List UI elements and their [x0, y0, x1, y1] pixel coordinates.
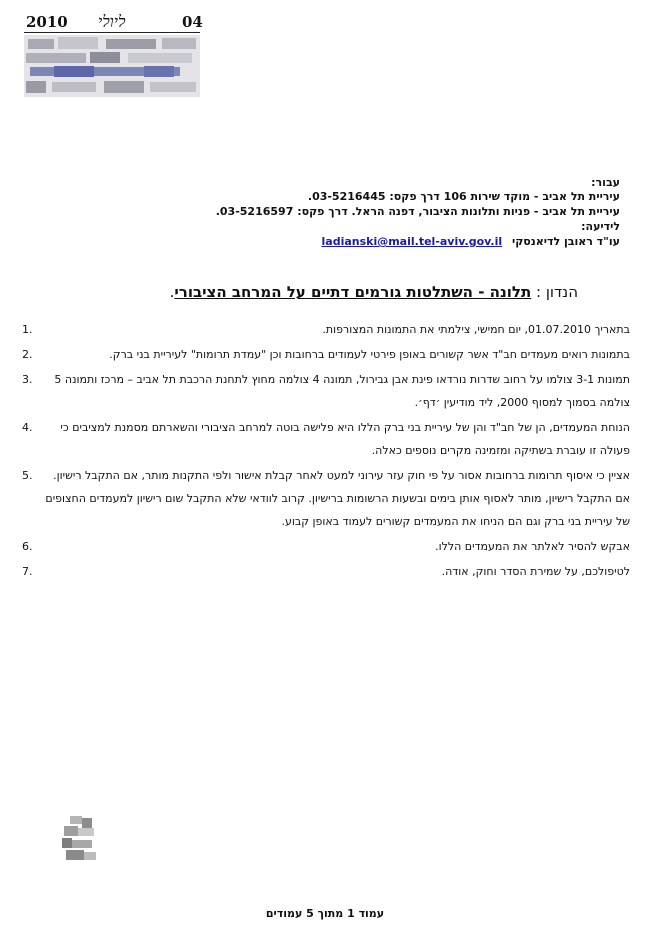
item-number: 2.: [22, 348, 33, 361]
subject-end: .: [169, 283, 175, 301]
item-number: 3.: [22, 373, 33, 386]
list-item: [22, 343, 630, 366]
list-item: [22, 560, 630, 583]
item-number: 4.: [22, 421, 33, 434]
date-month: ליולי: [98, 12, 126, 31]
item-text: אציין כי איסוף תרומות ברחובות אסור על פי חוק עזר עירוני למעט לאחר קבלת אישור ולפי התקנות מותר, אם התקבל רישיון. אם התקבל רישיון, מותר לאסוף אותן בימים ובשעות הרשומות ברישיון. קרוב לוודאי שלא התקבל שום רישיון למעמדים החצופים של עיריית בני ברק וגם הם הניחו את המעמדים קשורים לעמוד באופן קבוע.: [45, 469, 630, 528]
item-text: הנוחת המעמדים, הן של חב"ד והן של עיריית בני ברק הללו היא פלישה בוטה למרחב הציבורי והשארתם מסמנת למציבים כי פעולה זו עוברת בשתיקה ומזמינה מקרים נוספים כאלה.: [60, 421, 630, 457]
subject-text: תלונה - השתלטות גורמים דתיים על המרחב הציבורי: [174, 283, 532, 301]
item-text: בתמונות רואים מעמדים חב"ד אשר קשורים באופן פירטי לעמודים ברחובות וכן "עמדת תרומות" לעיריית בני ברק.: [109, 348, 630, 361]
item-number: 7.: [22, 565, 33, 578]
page-number-footer: עמוד 1 מתוך 5 עמודים: [265, 907, 385, 920]
subject-line: [170, 283, 578, 301]
item-number: 6.: [22, 540, 33, 553]
date-day: 04: [182, 13, 203, 31]
cc-line: [322, 235, 621, 248]
list-item: [22, 416, 630, 462]
date-year: 2010: [26, 13, 68, 31]
list-item: [22, 535, 630, 558]
complaint-items-list: [22, 318, 630, 583]
cc-label: לידיעה:: [581, 220, 620, 233]
to-label: עבור:: [591, 176, 620, 189]
subject-lead: הנדון :: [536, 283, 578, 301]
cc-name: עו"ד ראובן לדיאנסקי: [511, 235, 620, 248]
item-text: אבקש להסיר לאלתר את המעמדים הללו.: [435, 540, 630, 553]
item-text: לטיפולכם, על שמירת הסדר וחוק, אודה.: [441, 565, 630, 578]
redacted-sender-block: [24, 35, 200, 97]
to-line-1: עיריית תל אביב - מוקד שירות 106 דרך פקס: 03-5216445.: [307, 190, 620, 203]
to-line-2: עיריית תל אביב - פניות ותלונות הציבור, דפנה הראל. דרך פקס: 03-5216597.: [215, 205, 620, 218]
cc-email-link[interactable]: ladianski@mail.tel-aviv.gov.il: [321, 235, 503, 248]
item-text: בתאריך 01.07.2010, יום חמישי, צילמתי את התמונות המצורפות.: [322, 323, 630, 336]
item-number: 5.: [22, 469, 33, 482]
list-item: [22, 318, 630, 341]
item-text: תמונות 3-1 צולמו על רחוב שדרות נורדאו פינת אבן גבירול, תמונה 4 צולמה מחוץ לתחנת הרכבת תל אביב – מרכז ותמונה 5 צולמה בסמוך למסוף 2000, ליד מודיעין ׳דף׳.: [54, 373, 630, 409]
date-header: [24, 12, 203, 33]
item-number: 1.: [22, 323, 33, 336]
redacted-signature: [60, 814, 100, 866]
list-item: [22, 464, 630, 533]
list-item: [22, 368, 630, 414]
